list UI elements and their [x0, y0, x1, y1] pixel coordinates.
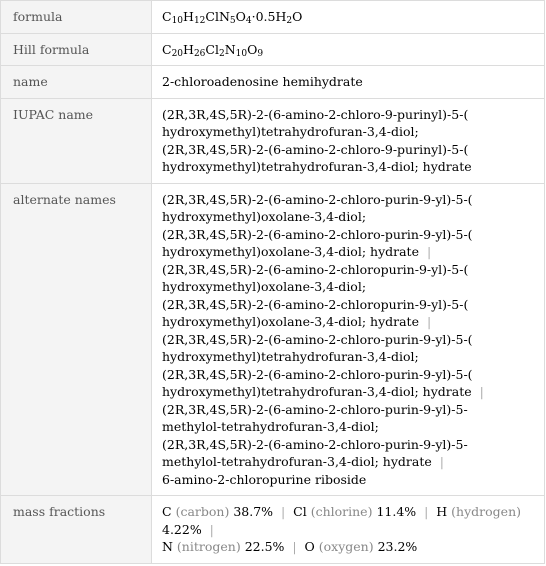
- row-alternate-names: [1, 183, 545, 496]
- name-line: [162, 348, 534, 366]
- name-line: [162, 453, 534, 471]
- row-name: [1, 66, 545, 99]
- formula-text: H: [183, 41, 194, 57]
- separator: |: [426, 314, 432, 329]
- separator: |: [424, 504, 429, 519]
- name-line-text: (2R,3R,4S,5R)-2-(6-amino-2-chloro-purin-9-yl)-5-(: [162, 331, 473, 347]
- name-value: 2-chloroadenosine hemihydrate: [152, 66, 545, 99]
- formula-text: O: [247, 41, 258, 57]
- name-line-text: (2R,3R,4S,5R)-2-(6-amino-2-chloro-purin-9-yl)-5-(: [162, 366, 473, 382]
- separator: |: [426, 244, 432, 259]
- name-line: [162, 141, 534, 159]
- name-line: [162, 436, 534, 454]
- element-symbol: Cl: [293, 504, 307, 519]
- name-line: [162, 123, 534, 141]
- element-fraction: 22.5%: [244, 539, 285, 554]
- name-line-text: (2R,3R,4S,5R)-2-(6-amino-2-chloro-9-purinyl)-5-(: [162, 141, 469, 157]
- name-line: [162, 226, 534, 244]
- name-line-text: methylol-tetrahydrofuran-3,4-diol; hydrate: [162, 454, 432, 469]
- element-name: (carbon): [175, 504, 230, 519]
- alternate-names-label: alternate names: [1, 183, 152, 496]
- element-name: (oxygen): [318, 539, 374, 554]
- name-line: [162, 261, 534, 279]
- formula-text: C: [162, 41, 172, 57]
- row-iupac-name: [1, 98, 545, 183]
- separator: |: [280, 504, 286, 519]
- name-line: [162, 401, 534, 419]
- formula-text: ClN: [205, 9, 230, 24]
- hill-formula-value: [152, 33, 545, 66]
- mass-fractions-value: [152, 496, 545, 564]
- mass-fraction-item: [305, 539, 418, 554]
- formula-text: C: [162, 9, 172, 24]
- formula-subscript: 4: [245, 16, 252, 26]
- name-line-text: (2R,3R,4S,5R)-2-(6-amino-2-chloro-purin-9-yl)-5-: [162, 436, 468, 452]
- name-line: [162, 243, 534, 261]
- element-fraction: 4.22%: [162, 521, 202, 537]
- name-line: [162, 366, 534, 384]
- separator: |: [439, 454, 444, 469]
- name-line: [162, 208, 534, 226]
- formula-subscript: 2: [218, 48, 225, 59]
- formula-value: [152, 1, 545, 34]
- formula-subscript: 10: [235, 48, 248, 59]
- name-line-text: 6-amino-2-chloropurine riboside: [162, 471, 367, 487]
- formula-text: Cl: [205, 41, 219, 57]
- name-line-text: (2R,3R,4S,5R)-2-(6-amino-2-chloropurin-9-yl)-5-(: [162, 261, 469, 277]
- mass-fractions-label: mass fractions: [1, 496, 152, 564]
- element-name: (nitrogen): [176, 539, 241, 554]
- name-line: [162, 278, 534, 296]
- iupac-name-value: [152, 98, 545, 183]
- name-line-text: (2R,3R,4S,5R)-2-(6-amino-2-chloropurin-9-yl)-5-(: [162, 296, 469, 312]
- formula-text: N: [224, 41, 236, 57]
- element-symbol: H: [436, 504, 448, 519]
- formula-text: H: [183, 9, 194, 24]
- element-name: (hydrogen): [451, 504, 521, 519]
- name-line: [162, 331, 534, 349]
- name-line-text: hydroxymethyl)tetrahydrofuran-3,4-diol; hydrate: [162, 384, 472, 399]
- name-line-text: hydroxymethyl)oxolane-3,4-diol; hydrate: [162, 244, 419, 259]
- element-symbol: C: [162, 504, 172, 519]
- formula-subscript: 20: [171, 48, 184, 59]
- mass-fractions-line: [162, 538, 534, 556]
- separator: |: [479, 384, 484, 399]
- name-line-text: methylol-tetrahydrofuran-3,4-diol;: [162, 419, 379, 434]
- element-symbol: N: [162, 539, 173, 554]
- formula-subscript: 10: [171, 16, 184, 26]
- hill-formula-label: Hill formula: [1, 33, 152, 66]
- alternate-names-value: [152, 183, 545, 496]
- mass-fraction-item: [293, 504, 416, 519]
- name-line: [162, 106, 534, 124]
- name-line-text: hydroxymethyl)oxolane-3,4-diol; hydrate: [162, 314, 419, 329]
- formula-subscript: 2: [286, 16, 293, 26]
- name-line: [162, 158, 534, 176]
- name-line-text: hydroxymethyl)tetrahydrofuran-3,4-diol;: [162, 124, 419, 139]
- separator: |: [209, 521, 214, 537]
- name-line-text: hydroxymethyl)tetrahydrofuran-3,4-diol; hydrate: [162, 159, 472, 174]
- formula-text: ·0.5H: [251, 9, 287, 24]
- formula-subscript: 9: [257, 48, 264, 59]
- formula-subscript: 12: [193, 16, 206, 26]
- name-line-text: hydroxymethyl)oxolane-3,4-diol;: [162, 209, 367, 224]
- formula-label: formula: [1, 1, 152, 34]
- separator: |: [292, 539, 297, 554]
- name-line: [162, 191, 534, 209]
- name-line: [162, 471, 534, 489]
- iupac-name-label: IUPAC name: [1, 98, 152, 183]
- formula-text: O: [292, 9, 303, 24]
- element-fraction: 38.7%: [233, 504, 274, 519]
- name-line-text: (2R,3R,4S,5R)-2-(6-amino-2-chloro-purin-9-yl)-5-(: [162, 191, 473, 207]
- formula-subscript: 5: [229, 16, 236, 26]
- name-label: name: [1, 66, 152, 99]
- formula-text: O: [235, 9, 246, 24]
- element-name: (chlorine): [310, 504, 373, 519]
- mass-fraction-item: [162, 539, 284, 554]
- name-line: [162, 418, 534, 436]
- mass-fractions-line: [162, 503, 534, 538]
- element-fraction: 23.2%: [377, 539, 418, 554]
- name-line-text: hydroxymethyl)tetrahydrofuran-3,4-diol;: [162, 349, 419, 364]
- element-symbol: O: [304, 539, 315, 554]
- name-line: [162, 296, 534, 314]
- name-line: [162, 313, 534, 331]
- name-line: [162, 383, 534, 401]
- row-formula: [1, 1, 545, 34]
- element-fraction: 11.4%: [376, 504, 417, 519]
- name-line-text: (2R,3R,4S,5R)-2-(6-amino-2-chloro-purin-9-yl)-5-(: [162, 226, 473, 242]
- row-hill-formula: [1, 33, 545, 66]
- row-mass-fractions: [1, 496, 545, 564]
- formula-subscript: 26: [193, 48, 206, 59]
- name-line-text: (2R,3R,4S,5R)-2-(6-amino-2-chloro-9-purinyl)-5-(: [162, 106, 469, 122]
- name-line-text: hydroxymethyl)oxolane-3,4-diol;: [162, 279, 367, 294]
- mass-fraction-item: [162, 504, 273, 519]
- name-line-text: (2R,3R,4S,5R)-2-(6-amino-2-chloro-purin-9-yl)-5-: [162, 401, 468, 417]
